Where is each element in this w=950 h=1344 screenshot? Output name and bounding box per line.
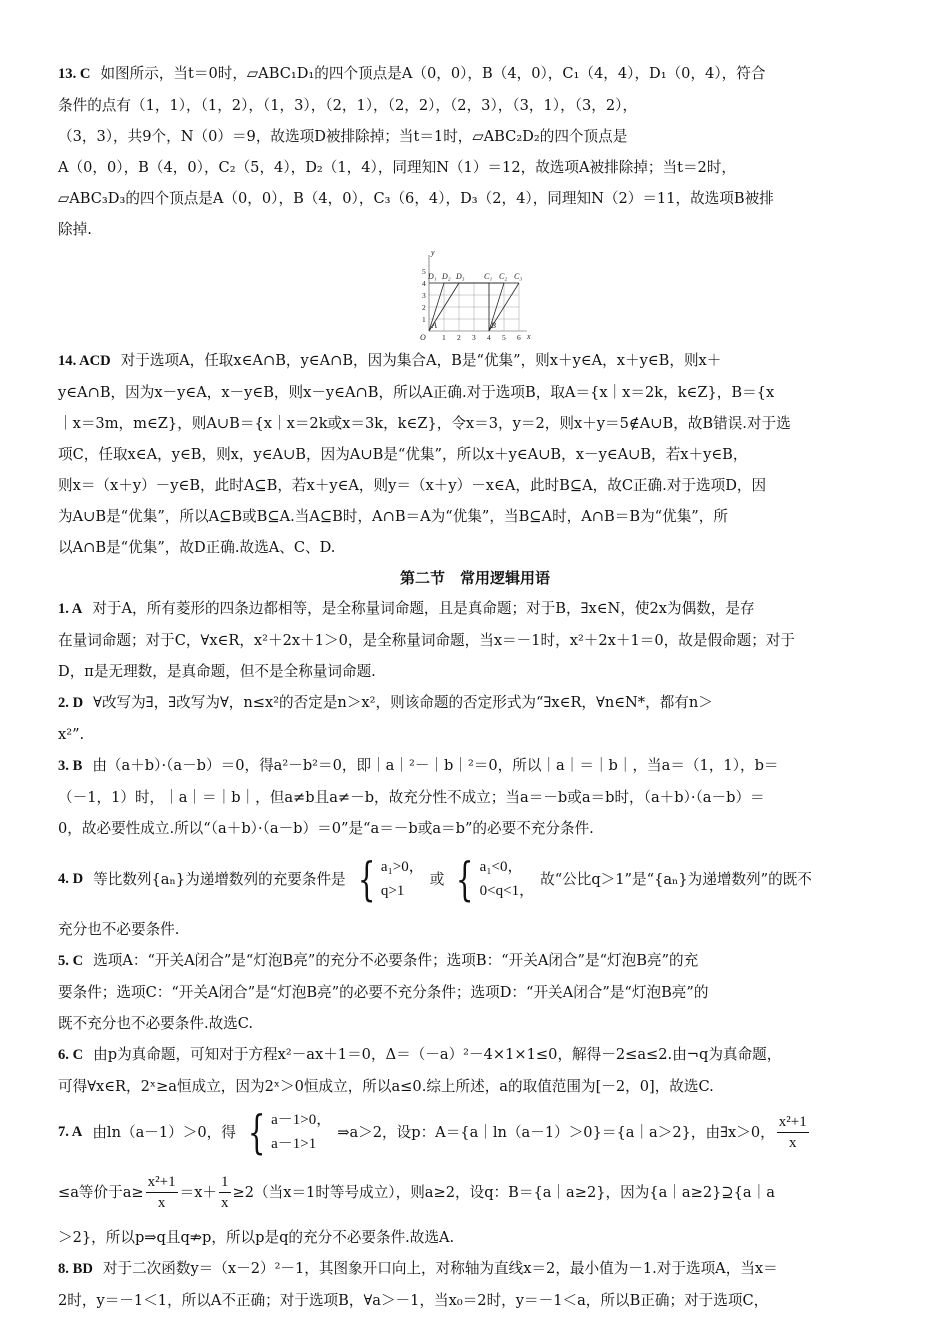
y-tick: 1 bbox=[422, 315, 426, 324]
answer-number: 7. A bbox=[58, 1123, 83, 1140]
document-page bbox=[58, 58, 892, 1316]
x-tick: 3 bbox=[472, 333, 476, 342]
answer-s5: 5. C 选项A：“开关A闭合”是“灯泡B亮”的充分不必要条件；选项B：“开关A闭合”是“灯泡B亮”的充 要条件；选项C：“开关A闭合”是“灯泡B亮”的必要不充分条件；选项D：“开关A闭合”是“灯泡B亮”的 既不充分也不必要条件.故选C. bbox=[58, 952, 709, 1032]
answer-number: 5. C bbox=[58, 953, 84, 969]
equation-system-1: { a₁>0， q>1 bbox=[357, 852, 424, 906]
grid-lines bbox=[429, 283, 519, 331]
fraction: $\frac{\text{x²+1}}{x}$ bbox=[147, 1173, 176, 1211]
y-tick: 5 bbox=[422, 267, 426, 276]
label-d2: D₂ bbox=[442, 272, 451, 281]
answer-number: 2. D bbox=[58, 695, 84, 711]
x-tick: 2 bbox=[457, 333, 461, 342]
point-a-label: A bbox=[432, 321, 437, 330]
x-tick: 1 bbox=[442, 333, 446, 342]
equation-system-2: { a₁<0， 0<q<1， bbox=[456, 852, 535, 906]
fraction: $\frac{\text{x²+1}}{x}$ bbox=[778, 1113, 807, 1151]
answer-s7: 7. A 由ln（a－1）＞0，得 { a－1>0， a－1>1 ⇒a＞2，设p：A＝{a｜ln（a－1）＞0}＝{a｜a＞2}，由∃x＞0， $\frac{\text{x²+1}}{x}$ ≤a等价于a≥ $\frac{\text{x²+1}}{x}$ ＝x＋ $\frac{1}{x}$ ≥2（当x＝1时等号成立），则a≥2，设q：B＝{a｜a≥2}，因为{a｜a≥2}⊇{a｜a ＞2}，所以p⇒q且q⇏p，所以p是q的充分不必要条件.故选A. bbox=[58, 1105, 807, 1246]
answer-number: 8. BD bbox=[58, 1261, 93, 1277]
answer-number: 1. A bbox=[58, 601, 83, 617]
x-tick: 4 bbox=[487, 333, 491, 342]
answer-number: 6. C bbox=[58, 1047, 84, 1063]
label-c2: C₂ bbox=[499, 272, 508, 281]
label-d1: D₁ bbox=[428, 272, 437, 281]
answer-number: 4. D bbox=[58, 870, 84, 887]
answer-s4: 4. D 等比数列{aₙ}为递增数列的充要条件是 { a₁>0， q>1 或 { a₁<0， 0<q<1， 故“公比q＞1”是“{aₙ}为递增数列”的既不 充分也不必要条件. bbox=[58, 852, 812, 938]
answer-number: 3. B bbox=[58, 758, 83, 774]
answer-14: 14. ACD 对于选项A，任取x∈A∩B，y∈A∩B，因为集合A，B是“优集”，则x＋y∈A，x＋y∈B，则x＋ y∈A∩B，因为x－y∈A，x－y∈B，则x－y∈A∩B，所以A正确.对于选项B，取A＝{x｜x＝2k，k∈Z}，B＝{x ｜x＝3m，m∈Z}，则A∪B＝{x｜x＝2k或x＝3k，k∈Z}，令x＝3，y＝2，则x＋y＝5∉A∪B，故B错误.对于选 项C，任取x∈A，y∈B，则x，y∈A∪B，因为A∪B是“优集”，所以x＋y∈A∪B，x－y∈A∪B，若x＋y∈B， 则x＝（x＋y）－y∈B，此时A⊆B，若x＋y∈A，则y＝（x＋y）－x∈A，此时B⊆A，故C正确.对于选项D，因 为A∪B是“优集”，所以A⊆B或B⊆A.当A⊆B时，A∩B＝A为“优集”，当B⊆A时，A∩B＝B为“优集”，所 以A∩B是“优集”，故D正确.故选A、C、D. bbox=[58, 352, 791, 556]
parallelogram-diagram bbox=[415, 251, 535, 343]
x-tick: 5 bbox=[502, 333, 506, 342]
grid-figure bbox=[58, 251, 892, 343]
y-tick: 4 bbox=[422, 279, 426, 288]
answer-s2: 2. D ∀改写为∃，∃改写为∀，n≤x²的否定是n＞x²，则该命题的否定形式为“∃x∈R，∀n∈N*，都有n＞ x²”. bbox=[58, 694, 713, 743]
y-tick: 2 bbox=[422, 303, 426, 312]
x-tick: 6 bbox=[517, 333, 521, 342]
label-c3: C₃ bbox=[514, 272, 523, 281]
answer-number: 14. ACD bbox=[58, 353, 111, 369]
answer-s6: 6. C 由p为真命题，可知对于方程x²－ax＋1＝0，Δ＝（－a）²－4×1×1≤0，解得－2≤a≤2.由¬q为真命题， 可得∀x∈R，2ˣ≥a恒成立，因为2ˣ＞0恒成立，所以a≤0.综上所述，a的取值范围为[－2，0]，故选C. bbox=[58, 1046, 782, 1095]
point-b-label: B bbox=[491, 321, 496, 330]
label-c1: C₁ bbox=[484, 272, 493, 281]
y-tick: 3 bbox=[422, 291, 426, 300]
section-title: 第二节 常用逻辑用语 bbox=[399, 569, 550, 587]
equation-system: { a－1>0， a－1>1 bbox=[247, 1105, 332, 1159]
answer-number: 13. C bbox=[58, 66, 91, 82]
answer-s3: 3. B 由（a＋b）·（a－b）＝0，得a²－b²＝0，即｜a｜²－｜b｜²＝0，所以｜a｜＝｜b｜，当a＝（1，1），b＝ （－1，1）时，｜a｜＝｜b｜，但a≠b且a≠－b，故充分性不成立；当a＝－b或a＝b时，（a＋b）·（a－b）＝ 0，故必要性成立.所以“（a＋b）·（a－b）＝0”是“a＝－b或a＝b”的必要不充分条件. bbox=[58, 757, 779, 837]
answer-s8: 8. BD 对于二次函数y＝（x－2）²－1，其图象开口向上，对称轴为直线x＝2，最小值为－1.对于选项A，当x＝ 2时，y＝－1＜1，所以A不正确；对于选项B，∀a＞－1，当x₀＝2时，y＝－1＜a，所以B正确；对于选项C， bbox=[58, 1260, 778, 1309]
label-d3: D₃ bbox=[456, 272, 465, 281]
origin-label: O bbox=[420, 333, 426, 342]
answer-13: 13. C 如图所示，当t＝0时，▱ABC₁D₁的四个顶点是A（0，0），B（4，0），C₁（4，4），D₁（0，4），符合 条件的点有（1，1），（1，2），（1，3），（2，1），（2，2），（2，3），（3，1），（3，2）， （3，3），共9个，N（0）＝9，故选项D被排除掉；当t＝1时，▱ABC₂D₂的四个顶点是 A（0，0），B（4，0），C₂（5，4），D₂（1，4），同理知N（1）＝12，故选项A被排除掉；当t＝2时， ▱ABC₃D₃的四个顶点是A（0，0），B（4，0），C₃（6，4），D₃（2，4），同理知N（2）＝11，故选项B被排 除掉. bbox=[58, 65, 774, 238]
x-axis-label: x bbox=[527, 332, 531, 341]
answer-s1: 1. A 对于A，所有菱形的四条边都相等，是全称量词命题，且是真命题；对于B，∃x∈N，使2x为偶数，是存 在量词命题；对于C，∀x∈R，x²＋2x＋1＞0，是全称量词命题，当x＝－1时，x²＋2x＋1＝0，故是假命题；对于 D，π是无理数，是真命题，但不是全称量词命题. bbox=[58, 600, 796, 680]
fraction: $\frac{1}{x}$ bbox=[221, 1173, 229, 1211]
y-axis-label: y bbox=[431, 251, 435, 257]
